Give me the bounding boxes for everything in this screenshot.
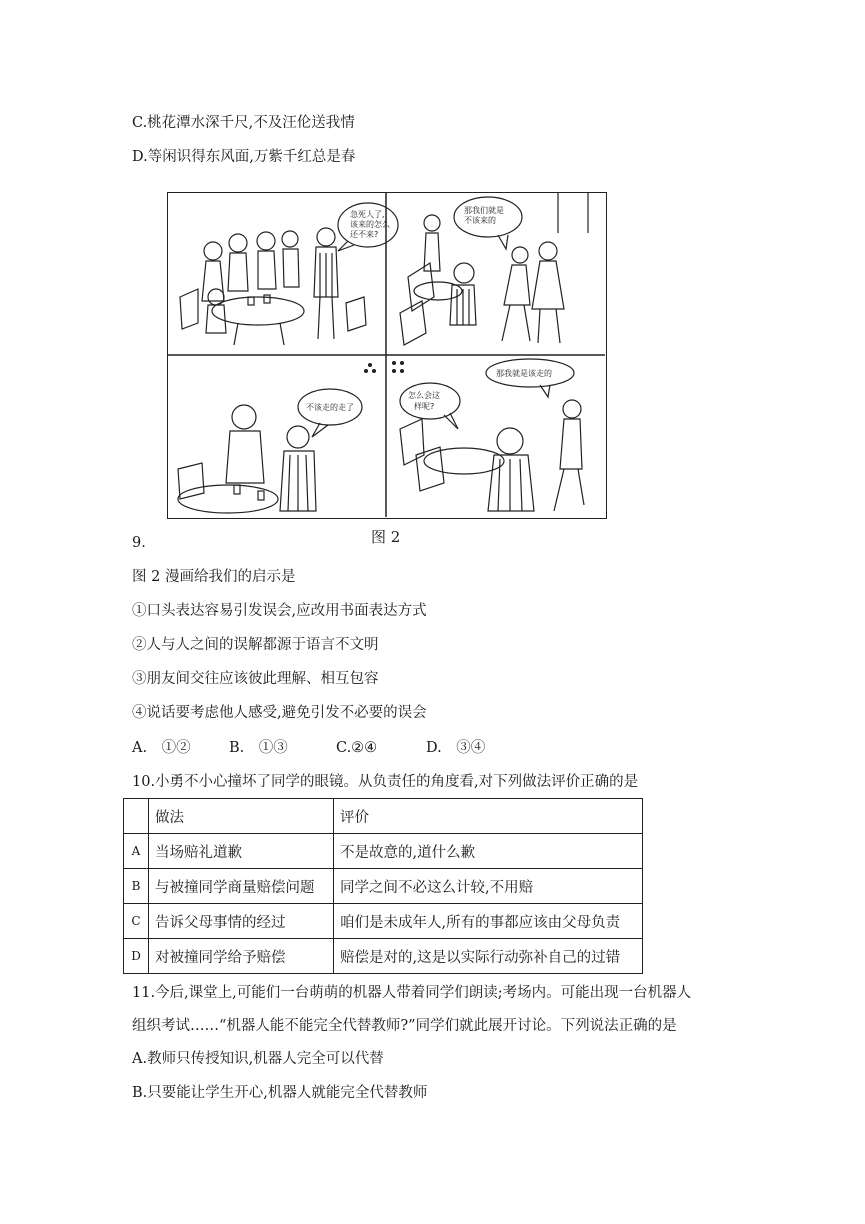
table-cell: A xyxy=(124,834,149,869)
q9-choice-d: D. ③④ xyxy=(426,740,486,756)
q9-choice-c: C.②④ xyxy=(336,740,378,756)
table-cell: 与被撞同学商量赔偿问题 xyxy=(149,869,334,904)
table-cell: 当场赔礼道歉 xyxy=(149,834,334,869)
figure-caption: 图 2 xyxy=(371,528,401,546)
table-cell: 咱们是未成年人,所有的事都应该由父母负责 xyxy=(334,904,643,939)
q9-item-2: ②人与人之间的误解都源于语言不文明 xyxy=(132,637,379,653)
q9-item-3: ③朋友间交往应该彼此理解、相互包容 xyxy=(132,671,379,687)
q11-stem-line1: 11.今后,课堂上,可能们一台萌萌的机器人带着同学们朗读;考场内。可能出现一台机器人 xyxy=(132,985,692,1001)
table-cell: B xyxy=(124,869,149,904)
table-row xyxy=(124,869,643,904)
q10-table xyxy=(123,798,643,974)
q11-option-a: A.教师只传授知识,机器人完全可以代替 xyxy=(132,1051,384,1067)
table-row xyxy=(124,939,643,974)
comic-figure xyxy=(167,192,607,519)
table-header-cell: 评价 xyxy=(334,799,643,834)
q11-stem-line2: 组织考试……“机器人能不能完全代替教师?”同学们就此展开讨论。下列说法正确的是 xyxy=(132,1018,677,1034)
table-header-row xyxy=(124,799,643,834)
table-cell: C xyxy=(124,904,149,939)
q9-choices xyxy=(132,738,485,758)
panel-1-bubble-line3: 还不来? xyxy=(350,230,379,239)
q9-stem: 图 2 漫画给我们的启示是 xyxy=(132,569,296,585)
panel-2-bubble-line2: 不该来的 xyxy=(464,216,496,225)
q9-item-4: ④说话要考虑他人感受,避免引发不必要的误会 xyxy=(132,705,427,721)
panel-4-bubble-left-line2: 样呢? xyxy=(414,402,435,411)
option-d-text: D.等闲识得东风面,万紫千红总是春 xyxy=(132,149,356,165)
q9-number: 9. xyxy=(132,535,146,551)
panel-4-scene xyxy=(400,359,584,511)
panel-3-bubble: 不该走的走了 xyxy=(306,403,354,412)
table-row xyxy=(124,904,643,939)
option-c-text: C.桃花潭水深千尺,不及汪伦送我情 xyxy=(132,115,355,131)
panel-4-bubble-right: 那我就是该走的 xyxy=(496,369,552,378)
panel-4-bubble-left-line1: 怎么会这 xyxy=(408,391,440,400)
table-cell: 对被撞同学给予赔偿 xyxy=(149,939,334,974)
panel-1-bubble-line2: 该来的怎么 xyxy=(350,220,390,229)
q10-stem: 10.小勇不小心撞坏了同学的眼镜。从负责任的角度看,对下列做法评价正确的是 xyxy=(132,774,639,790)
table-cell: 同学之间不必这么计较,不用赔 xyxy=(334,869,643,904)
panel-1-bubble-line1: 急死人了, xyxy=(350,210,385,219)
table-cell: 赔偿是对的,这是以实际行动弥补自己的过错 xyxy=(334,939,643,974)
table-cell: D xyxy=(124,939,149,974)
table-cell: 不是故意的,道什么歉 xyxy=(334,834,643,869)
q9-item-1: ①口头表达容易引发误会,应改用书面表达方式 xyxy=(132,603,427,619)
table-cell: 告诉父母事情的经过 xyxy=(149,904,334,939)
table-header-cell: 做法 xyxy=(149,799,334,834)
q9-choice-a: A. ①② xyxy=(132,740,191,756)
table-header-cell xyxy=(124,799,149,834)
table-row xyxy=(124,834,643,869)
panel-2-bubble-line1: 那我们就是 xyxy=(464,206,504,215)
q9-choice-b: B. ①③ xyxy=(229,740,288,756)
q11-option-b: B.只要能让学生开心,机器人就能完全代替教师 xyxy=(132,1085,428,1101)
panel-marker-dots xyxy=(364,361,404,373)
